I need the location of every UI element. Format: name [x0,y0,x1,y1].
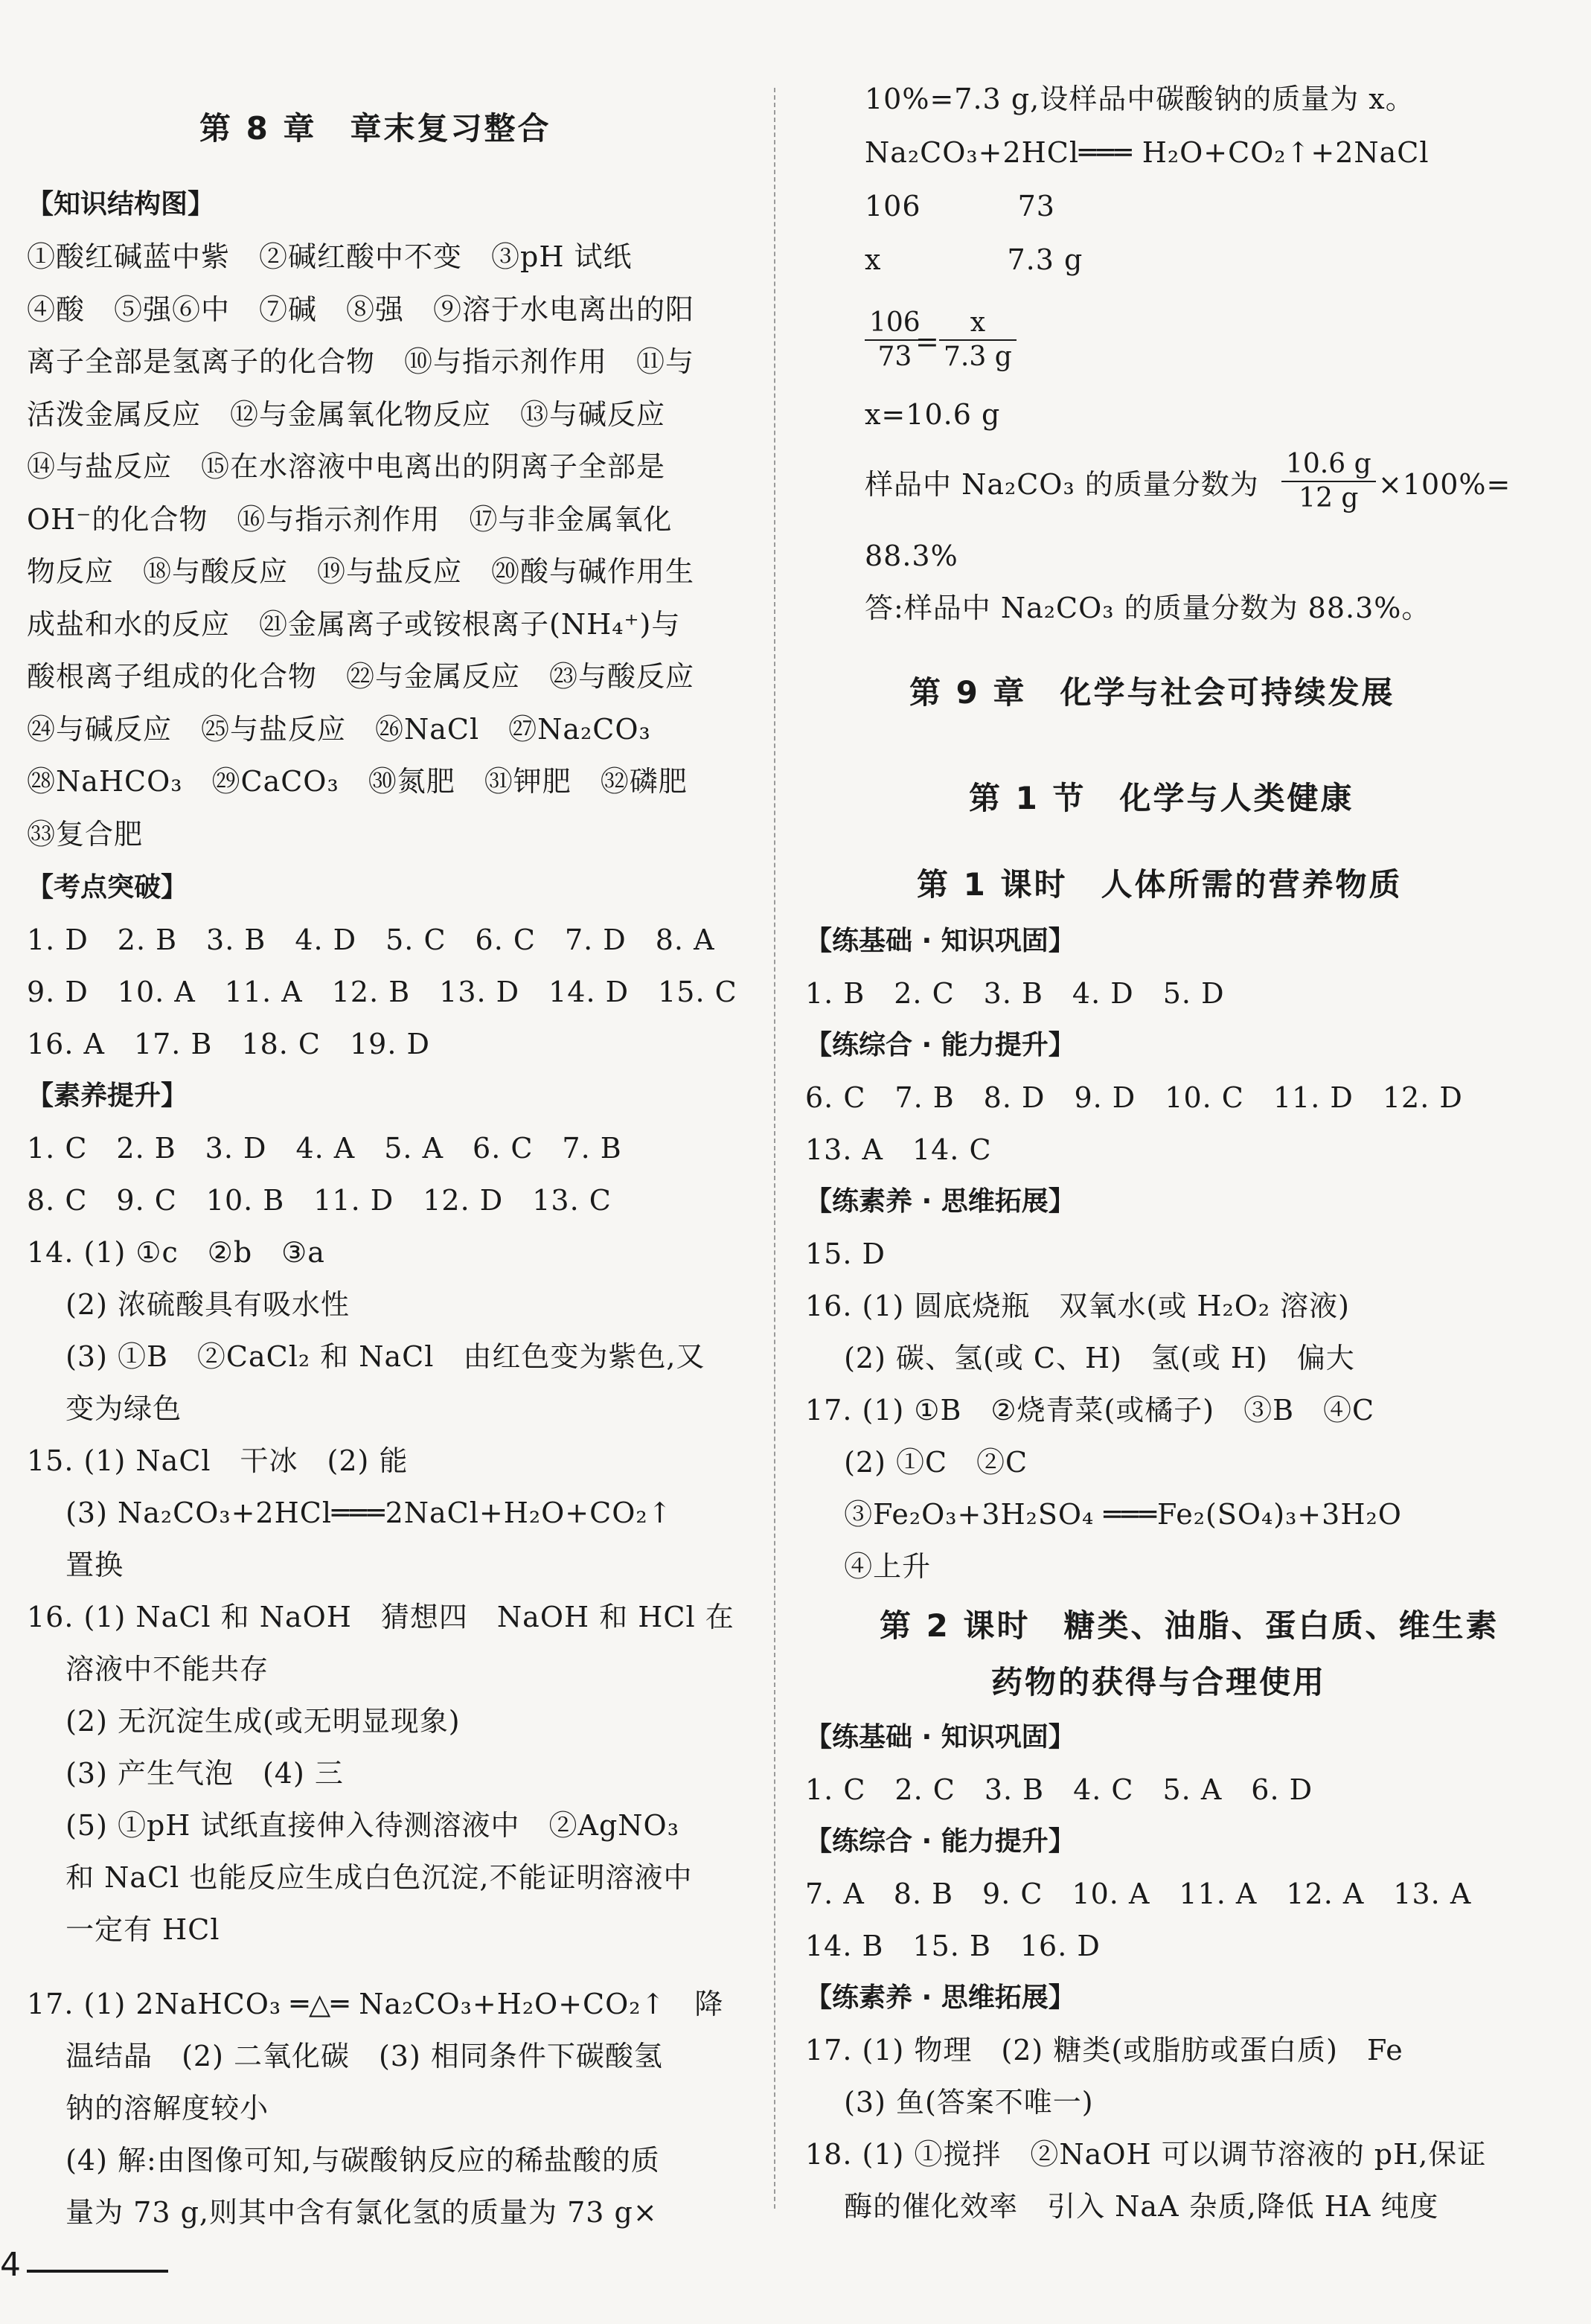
answer-line: 离子全部是氢离子的化合物 ⑩与指示剂作用 ⑪与 [27,345,695,378]
answer-line: 酸根离子组成的化合物 ㉒与金属反应 ㉓与酸反应 [27,660,695,693]
answer-line: Na₂CO₃+2HCl═══ H₂O+CO₂↑+2NaCl [865,136,1430,169]
answer-line: ③Fe₂O₃+3H₂SO₄ ═══Fe₂(SO₄)₃+3H₂O [805,1498,1402,1531]
answer-line: ㉘NaHCO₃ ㉙CaCO₃ ㉚氮肥 ㉛钾肥 ㉜磷肥 [27,765,688,798]
footer-rule [27,2270,168,2273]
mass-fraction-numerator: 10.6 g [1281,448,1376,482]
ratio-left-numerator: 106 [865,307,925,341]
answer-line: 10%=7.3 g,设样品中碳酸钠的质量为 x。 [865,83,1415,115]
answer-line: 一定有 HCl [27,1913,220,1946]
answer-line: 106 73 [865,190,1055,223]
answer-line: 17. (1) 物理 (2) 糖类(或脂肪或蛋白质) Fe [805,2034,1403,2067]
answer-line: 16. (1) NaCl 和 NaOH 猜想四 NaOH 和 HCl 在 [27,1601,734,1633]
answer-line: 9. D 10. A 11. A 12. B 13. D 14. D 15. C [27,976,737,1008]
answer-line: 17. (1) ①B ②烧青菜(或橘子) ③B ④C [805,1394,1375,1427]
answer-line: 溶液中不能共存 [27,1653,269,1686]
section-knowledge-structure: 【知识结构图】 [27,189,215,220]
section-literacy: 【素养提升】 [27,1081,188,1111]
lesson1-extension-head: 【练素养 · 思维拓展】 [805,1186,1075,1217]
result-value: 88.3% [865,540,958,572]
answer-line: ①酸红碱蓝中紫 ②碱红酸中不变 ③pH 试纸 [27,240,633,273]
answer-line: (3) 鱼(答案不唯一) [805,2086,1094,2119]
answer-line: (2) 浓硫酸具有吸水性 [27,1288,350,1321]
lesson-1-title: 第 1 课时 人体所需的营养物质 [917,866,1403,903]
answer-line: 14. B 15. B 16. D [805,1930,1101,1962]
x-result: x=10.6 g [865,398,1001,431]
answer-line: 1. B 2. C 3. B 4. D 5. D [805,977,1225,1010]
answer-line: 1. C 2. B 3. D 4. A 5. A 6. C 7. B [27,1132,622,1165]
answer-line: 1. C 2. C 3. B 4. C 5. A 6. D [805,1773,1313,1806]
answer-line: OH⁻的化合物 ⑯与指示剂作用 ⑰与非金属氧化 [27,502,673,536]
answer-line: ④酸 ⑤强⑥中 ⑦碱 ⑧强 ⑨溶于水电离出的阳 [27,292,695,326]
lesson1-basic-head: 【练基础 · 知识巩固】 [805,926,1075,956]
answer-line: 17. (1) 2NaHCO₃ ═△═ Na₂CO₃+H₂O+CO₂↑ 降 [27,1988,724,2020]
answer-line: 物反应 ⑱与酸反应 ⑲与盐反应 ⑳酸与碱作用生 [27,555,695,588]
answer-line: 7. A 8. B 9. C 10. A 11. A 12. A 13. A [805,1878,1472,1910]
ratio-equals: = [915,325,940,358]
lesson1-comprehensive-head: 【练综合 · 能力提升】 [805,1030,1075,1060]
ratio-right-denominator: 7.3 g [944,342,1012,372]
answer-line: 15. D [805,1238,886,1270]
answer-line: (3) ①B ②CaCl₂ 和 NaCl 由红色变为紫色,又 [27,1340,705,1373]
ratio-right-numerator: x [939,307,1017,341]
lesson2-extension-head: 【练素养 · 思维拓展】 [805,1982,1075,2013]
answer-line: (2) 无沉淀生成(或无明显现象) [27,1705,461,1738]
answer-line: 置换 [27,1549,124,1581]
answer-line: x 7.3 g [865,243,1083,276]
chapter-9-title: 第 9 章 化学与社会可持续发展 [909,674,1395,711]
answer-line: 变为绿色 [27,1392,182,1425]
lesson-2-title-line1: 第 2 课时 糖类、油脂、蛋白质、维生素 [880,1607,1499,1644]
answer-line: 8. C 9. C 10. B 11. D 12. D 13. C [27,1184,612,1217]
answer-line: ⑭与盐反应 ⑮在水溶液中电离出的阴离子全部是 [27,450,666,483]
answer-line: 成盐和水的反应 ㉑金属离子或铵根离子(NH₄⁺)与 [27,607,681,641]
answer-line: 13. A 14. C [805,1133,992,1166]
answer-line: 15. (1) NaCl 干冰 (2) 能 [27,1444,409,1477]
answer-line: (3) Na₂CO₃+2HCl═══2NaCl+H₂O+CO₂↑ [27,1496,673,1529]
column-divider [774,88,775,2209]
answer-line: 答:样品中 Na₂CO₃ 的质量分数为 88.3%。 [865,592,1431,624]
section-1-title: 第 1 节 化学与人类健康 [969,780,1354,816]
answer-line: 16. (1) 圆底烧瓶 双氧水(或 H₂O₂ 溶液) [805,1290,1350,1322]
answer-line: (5) ①pH 试纸直接伸入待测溶液中 ②AgNO₃ [27,1809,679,1842]
answer-line: 16. A 17. B 18. C 19. D [27,1028,430,1060]
answer-line: ④上升 [805,1550,932,1583]
answer-line: ㉔与碱反应 ㉕与盐反应 ㉖NaCl ㉗Na₂CO₃ [27,712,651,746]
answer-line: 酶的催化效率 引入 NaA 杂质,降低 HA 纯度 [805,2190,1439,2223]
answer-line: (4) 解:由图像可知,与碳酸钠反应的稀盐酸的质 [27,2144,660,2177]
ratio-left-denominator: 73 [877,342,912,372]
mass-fraction-suffix: ×100%= [1378,468,1511,501]
answer-line: ㉝复合肥 [27,817,144,851]
answer-line: 1. D 2. B 3. B 4. D 5. C 6. C 7. D 8. A [27,923,715,956]
answer-line: (2) ①C ②C [805,1446,1028,1479]
chapter-8-title: 第 8 章 章末复习整合 [199,110,551,147]
answer-line: 钠的溶解度较小 [27,2092,269,2125]
answer-line: 18. (1) ①搅拌 ②NaOH 可以调节溶液的 pH,保证 [805,2138,1487,2171]
answer-line: 和 NaCl 也能反应生成白色沉淀,不能证明溶液中 [27,1861,693,1894]
section-key-points: 【考点突破】 [27,872,188,903]
mass-fraction-denominator: 12 g [1299,483,1359,513]
answer-line: (2) 碳、氢(或 C、H) 氢(或 H) 偏大 [805,1342,1355,1374]
answer-line: (3) 产生气泡 (4) 三 [27,1757,344,1790]
answer-line: 14. (1) ①c ②b ③a [27,1236,325,1269]
lesson2-comprehensive-head: 【练综合 · 能力提升】 [805,1826,1075,1857]
page-number: 4 [0,2246,21,2284]
answer-line: 活泼金属反应 ⑫与金属氧化物反应 ⑬与碱反应 [27,397,666,431]
lesson2-basic-head: 【练基础 · 知识巩固】 [805,1722,1075,1752]
mass-fraction-prefix: 样品中 Na₂CO₃ 的质量分数为 [865,468,1259,501]
mass-fraction [1281,448,1376,515]
ratio-right [939,307,1017,374]
answer-line: 6. C 7. B 8. D 9. D 10. C 11. D 12. D [805,1081,1463,1114]
answer-line: 量为 73 g,则其中含有氯化氢的质量为 73 g× [27,2196,658,2229]
answer-line: 温结晶 (2) 二氧化碳 (3) 相同条件下碳酸氢 [27,2040,663,2072]
lesson-2-title-line2: 药物的获得与合理使用 [991,1664,1327,1700]
